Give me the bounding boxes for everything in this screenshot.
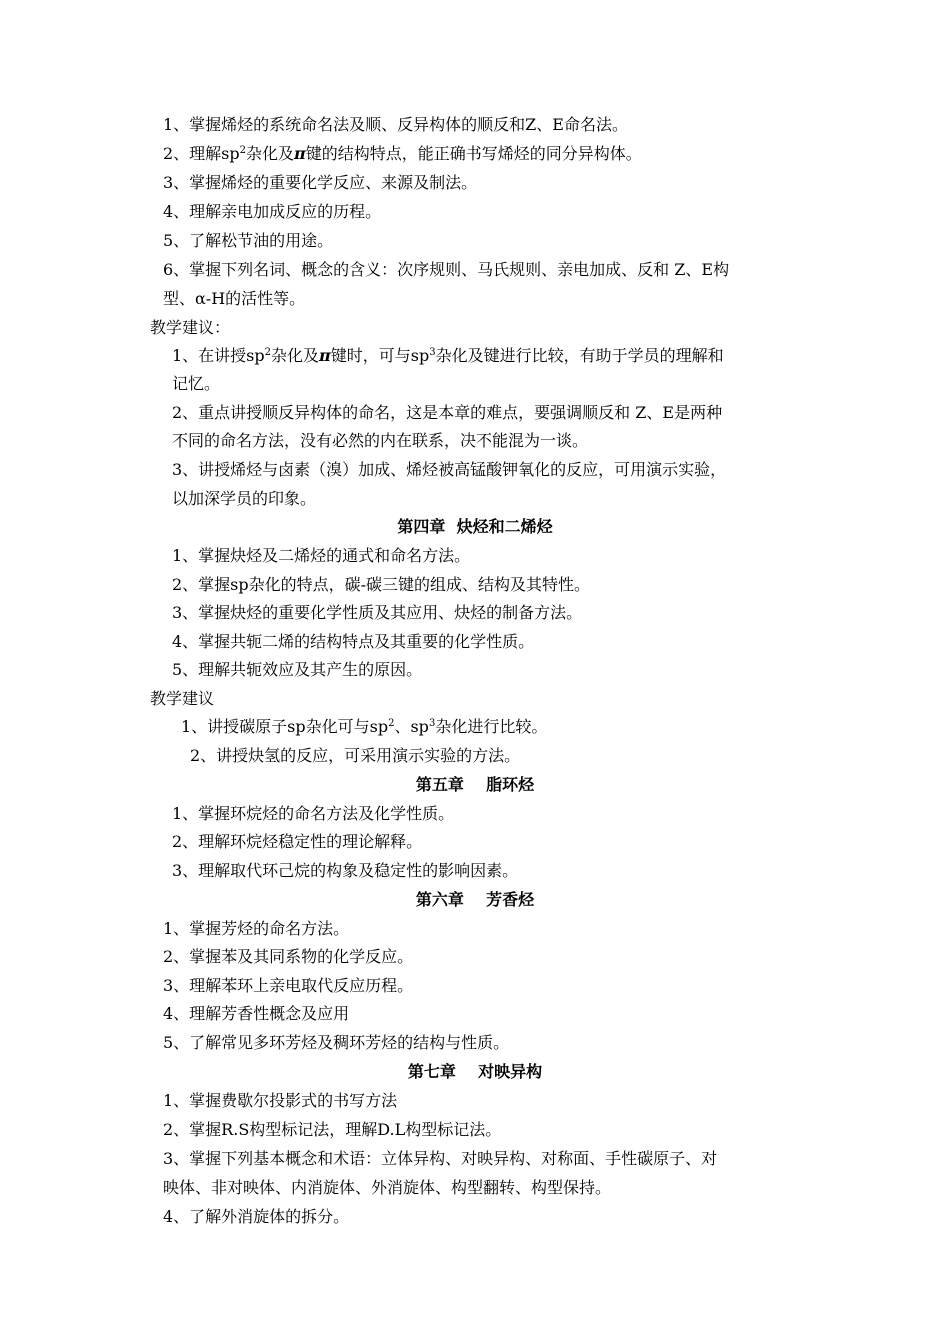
ch3-advice-3-cont: 以加深学员的印象。 bbox=[172, 489, 317, 508]
ch3-item-6-cont: 型、α-H的活性等。 bbox=[163, 289, 306, 308]
ch3-advice-3: 3、讲授烯烃与卤素（溴）加成、烯烃被高锰酸钾氧化的反应，可用演示实验， bbox=[172, 460, 727, 479]
ch7-item-2: 2、掌握R.S构型标记法，理解D.L构型标记法。 bbox=[163, 1120, 502, 1139]
ch3-advice-1 bbox=[172, 342, 724, 370]
ch4-item-2: 2、掌握sp杂化的特点，碳-碳三键的组成、结构及其特性。 bbox=[172, 575, 591, 594]
ch6-item-3: 3、理解苯环上亲电取代反应历程。 bbox=[163, 976, 414, 995]
ch3-item-4: 4、理解亲电加成反应的历程。 bbox=[163, 202, 382, 221]
ch3-advice-1-a: 1、在讲授sp bbox=[172, 346, 265, 365]
ch6-item-1: 1、掌握芳烃的命名方法。 bbox=[163, 919, 350, 938]
superscript-2: 2 bbox=[388, 718, 395, 729]
ch3-advice-1-cont: 记忆。 bbox=[172, 374, 221, 393]
ch7-item-1: 1、掌握费歇尔投影式的书写方法 bbox=[163, 1091, 398, 1110]
ch6-item-5: 5、了解常见多环芳烃及稠环芳烃的结构与性质。 bbox=[163, 1033, 510, 1052]
ch3-advice-title: 教学建议： bbox=[150, 318, 231, 337]
superscript-2: 2 bbox=[239, 145, 247, 156]
ch3-advice-1-c: 键时，可与sp bbox=[330, 346, 430, 365]
ch7-item-3-cont: 映体、非对映体、内消旋体、外消旋体、构型翻转、构型保持。 bbox=[163, 1178, 612, 1197]
chapter-6-title: 第六章 芳香烃 bbox=[415, 890, 535, 909]
chapter-4-title: 第四章 炔烃和二烯烃 bbox=[397, 517, 553, 536]
pi-symbol: π bbox=[319, 346, 331, 365]
ch3-item-2-b: 杂化及 bbox=[246, 144, 295, 163]
ch3-item-3: 3、掌握烯烃的重要化学反应、来源及制法。 bbox=[163, 173, 478, 192]
ch4-advice-1-a: 1、讲授碳原子sp杂化可与sp bbox=[181, 717, 389, 736]
ch6-item-2: 2、掌握苯及其同系物的化学反应。 bbox=[163, 947, 414, 966]
superscript-3: 3 bbox=[428, 718, 436, 729]
ch3-advice-1-b: 杂化及 bbox=[271, 346, 320, 365]
ch7-item-3: 3、掌握下列基本概念和术语：立体异构、对映异构、对称面、手性碳原子、对 bbox=[163, 1149, 718, 1168]
ch3-advice-2: 2、重点讲授顺反异构体的命名，这是本章的难点，要强调顺反和 Z、E是两种 bbox=[172, 403, 723, 422]
ch3-advice-2-cont: 不同的命名方法，没有必然的内在联系，决不能混为一谈。 bbox=[172, 431, 589, 450]
ch6-item-4: 4、理解芳香性概念及应用 bbox=[163, 1004, 350, 1023]
ch3-item-2 bbox=[163, 140, 642, 168]
pi-symbol: π bbox=[294, 144, 306, 163]
ch3-item-6: 6、掌握下列名词、概念的含义：次序规则、马氏规则、亲电加成、反和 Z、E构 bbox=[163, 260, 730, 279]
ch5-item-1: 1、掌握环烷烃的命名方法及化学性质。 bbox=[172, 804, 455, 823]
ch4-item-5: 5、理解共轭效应及其产生的原因。 bbox=[172, 660, 423, 679]
ch4-advice-title: 教学建议 bbox=[150, 689, 215, 708]
ch5-item-2: 2、理解环烷烃稳定性的理论解释。 bbox=[172, 832, 423, 851]
ch3-advice-1-d: 杂化及键进行比较，有助于学员的理解和 bbox=[435, 346, 724, 365]
chapter-5-title: 第五章 脂环烃 bbox=[415, 775, 535, 794]
chapter-7-title: 第七章 对映异构 bbox=[407, 1062, 543, 1081]
ch5-item-3: 3、理解取代环己烷的构象及稳定性的影响因素。 bbox=[172, 861, 519, 880]
ch7-item-4: 4、了解外消旋体的拆分。 bbox=[163, 1207, 350, 1226]
ch3-item-1: 1、掌握烯烃的系统命名法及顺、反异构体的顺反和Z、E命名法。 bbox=[163, 115, 628, 134]
ch4-advice-1 bbox=[181, 713, 547, 741]
ch4-item-1: 1、掌握炔烃及二烯烃的通式和命名方法。 bbox=[172, 546, 471, 565]
superscript-3: 3 bbox=[429, 347, 436, 358]
superscript-2: 2 bbox=[264, 347, 272, 358]
ch4-item-3: 3、掌握炔烃的重要化学性质及其应用、炔烃的制备方法。 bbox=[172, 603, 583, 622]
ch3-item-5: 5、了解松节油的用途。 bbox=[163, 231, 334, 250]
ch4-advice-1-b: 、sp bbox=[394, 717, 429, 736]
ch4-advice-1-c: 杂化进行比较。 bbox=[435, 717, 548, 736]
ch4-item-4: 4、掌握共轭二烯的结构特点及其重要的化学性质。 bbox=[172, 632, 535, 651]
ch3-item-2-c: 键的结构特点，能正确书写烯烃的同分异构体。 bbox=[305, 144, 642, 163]
ch4-advice-2: 2、讲授炔氢的反应，可采用演示实验的方法。 bbox=[190, 746, 521, 765]
ch3-item-2-a: 2、理解sp bbox=[163, 144, 240, 163]
